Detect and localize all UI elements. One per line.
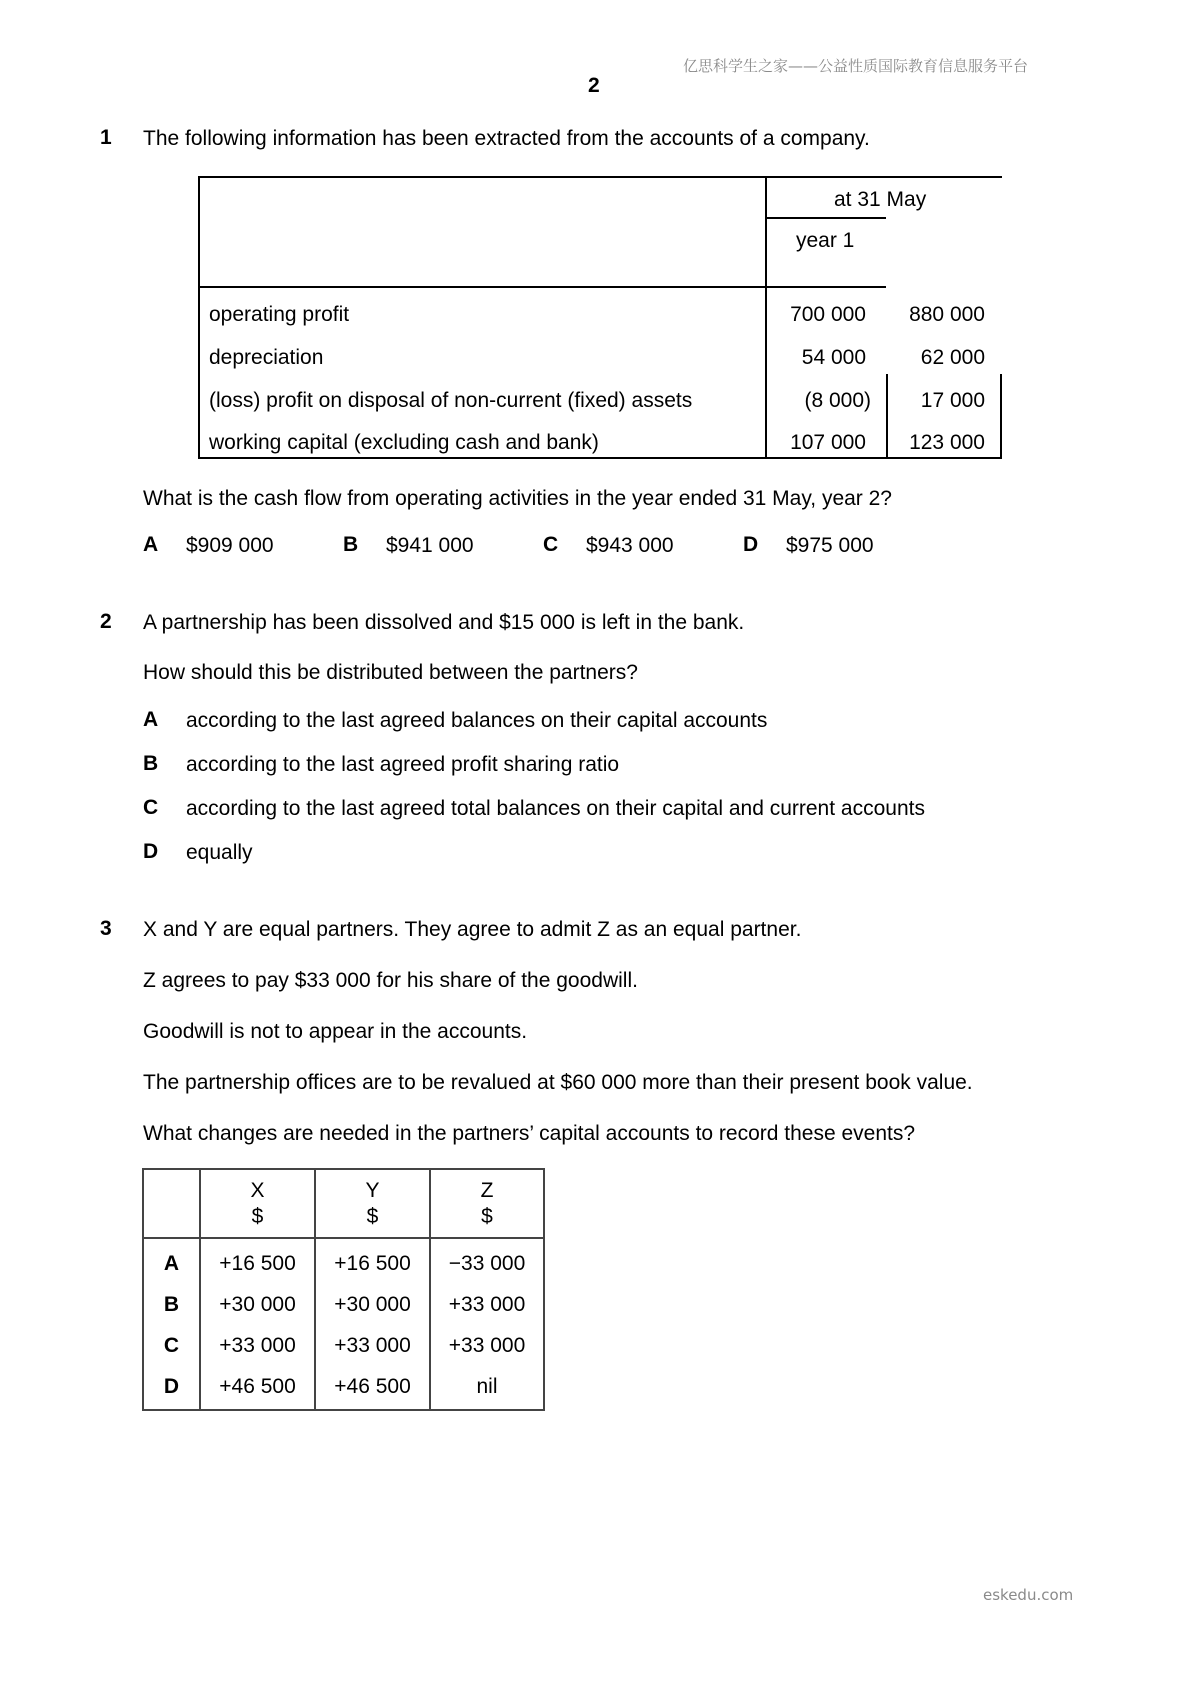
q3-line: What changes are needed in the partners’ capital accounts to record these events? xyxy=(143,1122,916,1145)
table-row xyxy=(143,1366,544,1410)
q1-row-y1: 54 000 xyxy=(801,346,866,369)
q3-number: 3 xyxy=(100,917,112,940)
q2-option-text: according to the last agreed total balances on their capital and current accounts xyxy=(186,797,925,820)
q2-option-letter: C xyxy=(143,796,159,819)
footer-site: eskedu.com xyxy=(983,1586,1074,1604)
q3-cell-z: +33 000 xyxy=(430,1284,544,1325)
q1-row-y1: 107 000 xyxy=(790,431,866,454)
q1-option-letter: A xyxy=(143,533,159,556)
header-watermark: 亿思科学生之家——公益性质国际教育信息服务平台 xyxy=(683,57,1029,75)
q2-option-letter: A xyxy=(143,708,159,731)
q1-option-text: $909 000 xyxy=(186,534,274,557)
q1-question: What is the cash flow from operating activities in the year ended 31 May, year 2? xyxy=(143,487,892,510)
q1-row-y2: 880 000 xyxy=(909,303,985,326)
q2-option-letter: B xyxy=(143,752,159,775)
q1-table xyxy=(198,176,1002,459)
q2-question: How should this be distributed between the partners? xyxy=(143,661,638,684)
q3-header-empty xyxy=(143,1169,200,1238)
q3-header-z: Z $ xyxy=(430,1169,544,1238)
q1-option-text: $975 000 xyxy=(786,534,874,557)
q3-cell-y: +30 000 xyxy=(315,1284,430,1325)
q1-row-label: operating profit xyxy=(209,303,350,326)
q1-group-header: at 31 May xyxy=(834,188,927,211)
q1-row-y1: (8 000) xyxy=(804,389,871,412)
q3-row-letter: B xyxy=(143,1284,200,1325)
page-number: 2 xyxy=(588,74,600,97)
q2-option-letter: D xyxy=(143,840,159,863)
table-row xyxy=(143,1284,544,1325)
q3-line: X and Y are equal partners. They agree to admit Z as an equal partner. xyxy=(143,918,802,941)
table-row xyxy=(143,1325,544,1366)
q3-header-y: Y $ xyxy=(315,1169,430,1238)
q1-row-label: (loss) profit on disposal of non-current (fixed) assets xyxy=(209,389,693,412)
q1-option-letter: C xyxy=(543,533,559,556)
q3-line: Goodwill is not to appear in the accounts. xyxy=(143,1020,528,1043)
q3-cell-z: −33 000 xyxy=(430,1238,544,1284)
q1-row-y2: 17 000 xyxy=(920,389,985,412)
q3-table xyxy=(142,1168,545,1411)
q2-stem: A partnership has been dissolved and $15 000 is left in the bank. xyxy=(143,611,745,634)
q1-row-y2: 123 000 xyxy=(909,431,985,454)
q3-row-letter: C xyxy=(143,1325,200,1366)
q1-row-y2: 62 000 xyxy=(920,346,985,369)
q3-row-letter: D xyxy=(143,1366,200,1410)
q1-option-letter: D xyxy=(743,533,759,556)
q3-header-x: X $ xyxy=(200,1169,315,1238)
table-row xyxy=(143,1238,544,1284)
q2-option-text: according to the last agreed balances on their capital accounts xyxy=(186,709,768,732)
q3-cell-y: +16 500 xyxy=(315,1238,430,1284)
q1-option-text: $941 000 xyxy=(386,534,474,557)
q1-col-year1: year 1 xyxy=(796,229,855,252)
q3-row-letter: A xyxy=(143,1238,200,1284)
q1-row-label: working capital (excluding cash and bank) xyxy=(209,431,599,454)
q1-option-letter: B xyxy=(343,533,359,556)
q1-stem: The following information has been extracted from the accounts of a company. xyxy=(143,127,870,150)
q2-option-text: equally xyxy=(186,841,253,864)
q2-option-text: according to the last agreed profit sharing ratio xyxy=(186,753,620,776)
q3-cell-y: +33 000 xyxy=(315,1325,430,1366)
q3-cell-z: +33 000 xyxy=(430,1325,544,1366)
q3-cell-x: +33 000 xyxy=(200,1325,315,1366)
q3-cell-x: +46 500 xyxy=(200,1366,315,1410)
q3-line: The partnership offices are to be revalued at $60 000 more than their present book value. xyxy=(143,1071,973,1094)
q2-number: 2 xyxy=(100,610,112,633)
q1-number: 1 xyxy=(100,126,112,149)
q1-row-y1: 700 000 xyxy=(790,303,866,326)
q3-table-header-row xyxy=(143,1169,544,1238)
q3-line: Z agrees to pay $33 000 for his share of the goodwill. xyxy=(143,969,638,992)
q3-cell-x: +30 000 xyxy=(200,1284,315,1325)
q3-cell-z: nil xyxy=(430,1366,544,1410)
q3-cell-x: +16 500 xyxy=(200,1238,315,1284)
q1-row-label: depreciation xyxy=(209,346,324,369)
q1-option-text: $943 000 xyxy=(586,534,674,557)
q3-cell-y: +46 500 xyxy=(315,1366,430,1410)
